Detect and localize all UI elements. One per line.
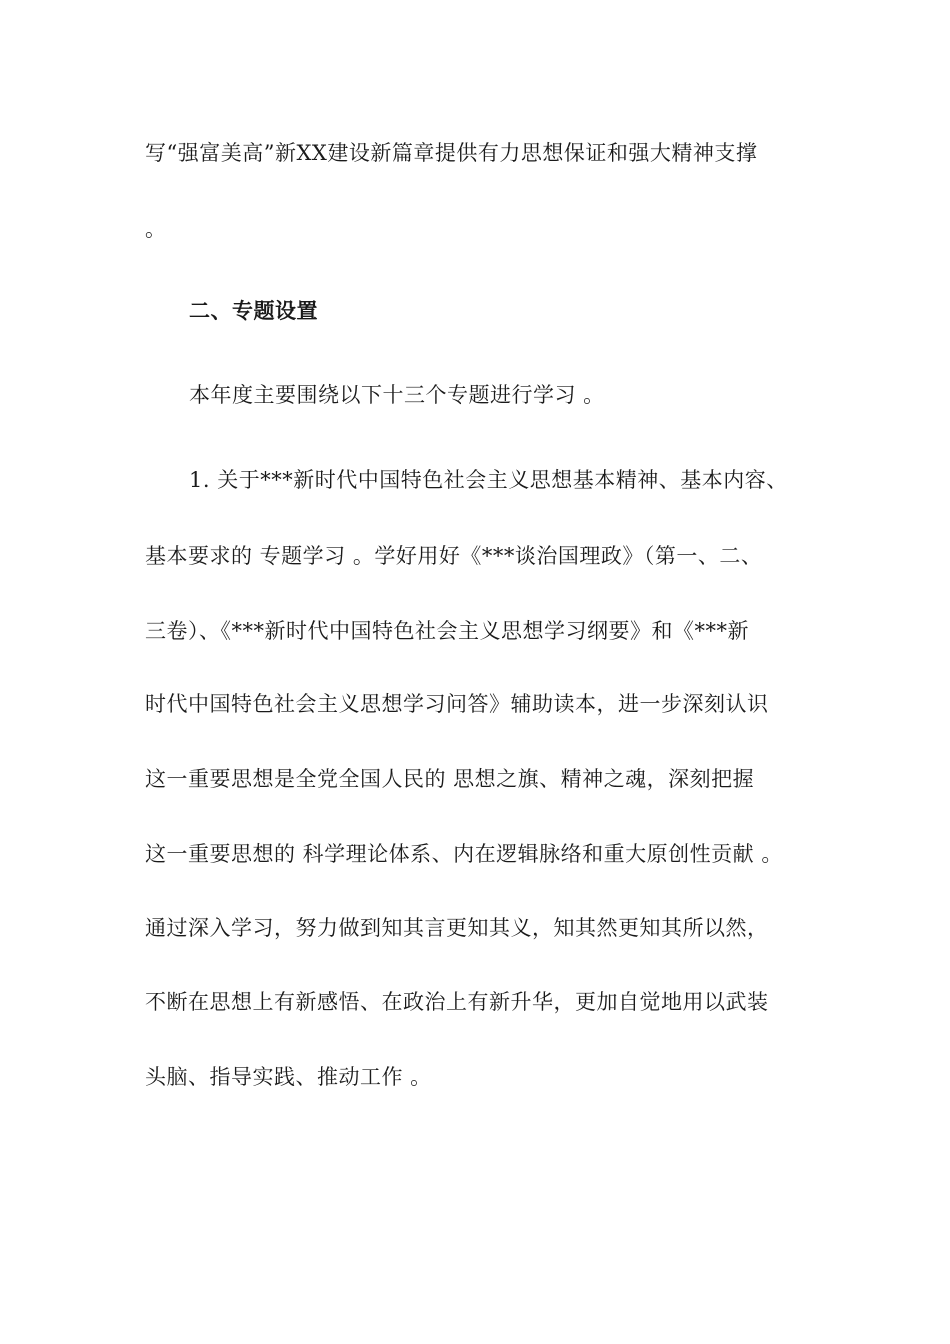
paragraph-line: 三卷）、《***新时代中国特色社会主义思想学习纲要》和《***新	[145, 619, 749, 643]
paragraph-line: 这一重要思想的 科学理论体系、内在逻辑脉络和重大原创性贡献 。	[145, 842, 783, 866]
paragraph-line: 这一重要思想是全党全国人民的 思想之旗、精神之魂，深刻把握	[145, 767, 755, 791]
paragraph-line: 不断在思想上有新感悟、在政治上有新升华，更加自觉地用以武装	[145, 990, 769, 1014]
paragraph-line: 时代中国特色社会主义思想学习问答》辅助读本，进一步深刻认识	[145, 692, 769, 716]
paragraph-line: 1. 关于***新时代中国特色社会主义思想基本精神、基本内容、	[189, 468, 788, 492]
paragraph-line: 头脑、指导实践、推动工作 。	[145, 1065, 432, 1089]
section-heading: 二、专题设置	[189, 299, 318, 323]
paragraph-line: 基本要求的 专题学习 。学好用好《***谈治国理政》（第一、二、	[145, 544, 763, 568]
paragraph-line: 。	[145, 217, 167, 241]
paragraph-line: 本年度主要围绕以下十三个专题进行学习 。	[189, 383, 605, 407]
paragraph-line: 写“强富美高”新XX建设新篇章提供有力思想保证和强大精神支撑	[145, 141, 758, 165]
paragraph-line: 通过深入学习，努力做到知其言更知其义，知其然更知其所以然，	[145, 916, 769, 940]
